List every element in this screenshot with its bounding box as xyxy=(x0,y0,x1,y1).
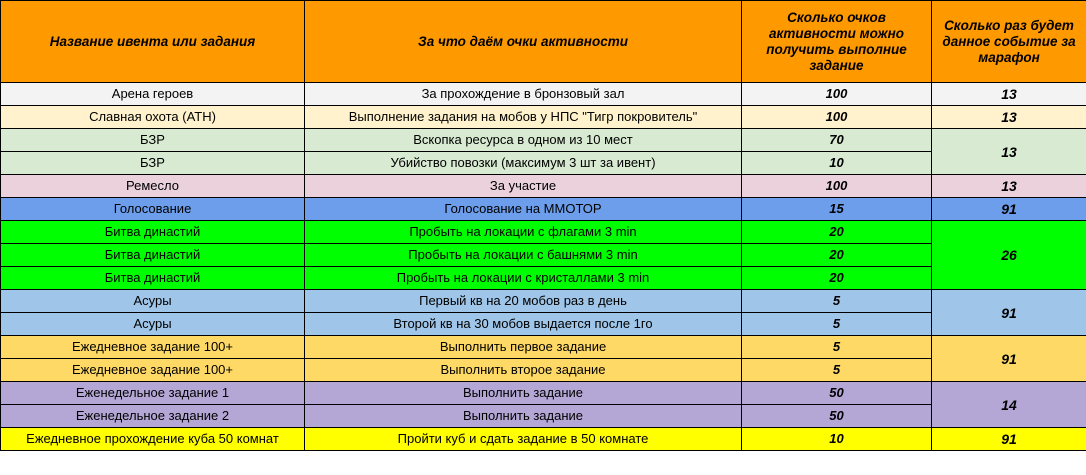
points-cell[interactable]: 10 xyxy=(742,152,932,175)
table-row xyxy=(1,175,1086,198)
event-name-cell[interactable]: Славная охота (АТН) xyxy=(1,106,305,129)
reason-cell[interactable]: Пройти куб и сдать задание в 50 комнате xyxy=(305,428,742,451)
points-cell[interactable]: 100 xyxy=(742,83,932,106)
times-cell[interactable]: 26 xyxy=(932,221,1086,290)
times-cell[interactable]: 91 xyxy=(932,428,1086,451)
times-cell[interactable]: 13 xyxy=(932,83,1086,106)
table-row xyxy=(1,267,1086,290)
reason-cell[interactable]: Голосование на ММОТОР xyxy=(305,198,742,221)
event-name-cell[interactable]: Ежедневное задание 100+ xyxy=(1,359,305,382)
event-name-cell[interactable]: Еженедельное задание 1 xyxy=(1,382,305,405)
points-cell[interactable]: 20 xyxy=(742,267,932,290)
reason-cell[interactable]: Выполнить первое задание xyxy=(305,336,742,359)
reason-cell[interactable]: За участие xyxy=(305,175,742,198)
event-name-cell[interactable]: Битва династий xyxy=(1,221,305,244)
event-name-cell[interactable]: Асуры xyxy=(1,290,305,313)
points-cell[interactable]: 50 xyxy=(742,382,932,405)
reason-cell[interactable]: Выполнить задание xyxy=(305,382,742,405)
reason-cell[interactable]: Второй кв на 30 мобов выдается после 1го xyxy=(305,313,742,336)
reason-cell[interactable]: Вскопка ресурса в одном из 10 мест xyxy=(305,129,742,152)
times-cell[interactable]: 91 xyxy=(932,290,1086,336)
event-name-cell[interactable]: БЗР xyxy=(1,152,305,175)
event-name-cell[interactable]: Арена героев xyxy=(1,83,305,106)
header-reason[interactable]: За что даём очки активности xyxy=(305,1,742,83)
event-name-cell[interactable]: Еженедельное задание 2 xyxy=(1,405,305,428)
reason-cell[interactable]: За прохождение в бронзовый зал xyxy=(305,83,742,106)
table-row xyxy=(1,244,1086,267)
reason-cell[interactable]: Пробыть на локации с флагами 3 min xyxy=(305,221,742,244)
header-points[interactable]: Сколько очков активности можно получить выполние задание xyxy=(742,1,932,83)
points-cell[interactable]: 20 xyxy=(742,221,932,244)
event-name-cell[interactable]: Асуры xyxy=(1,313,305,336)
event-name-cell[interactable]: Битва династий xyxy=(1,244,305,267)
times-cell[interactable]: 13 xyxy=(932,175,1086,198)
table-row xyxy=(1,359,1086,382)
event-name-cell[interactable]: Голосование xyxy=(1,198,305,221)
points-cell[interactable]: 100 xyxy=(742,175,932,198)
points-cell[interactable]: 10 xyxy=(742,428,932,451)
table-row xyxy=(1,129,1086,152)
points-cell[interactable]: 5 xyxy=(742,336,932,359)
points-cell[interactable]: 20 xyxy=(742,244,932,267)
points-cell[interactable]: 100 xyxy=(742,106,932,129)
times-cell[interactable]: 91 xyxy=(932,198,1086,221)
event-name-cell[interactable]: БЗР xyxy=(1,129,305,152)
points-cell[interactable]: 15 xyxy=(742,198,932,221)
event-name-cell[interactable]: Ремесло xyxy=(1,175,305,198)
points-cell[interactable]: 5 xyxy=(742,313,932,336)
table-row xyxy=(1,382,1086,405)
table-row xyxy=(1,313,1086,336)
points-cell[interactable]: 5 xyxy=(742,290,932,313)
times-cell[interactable]: 13 xyxy=(932,129,1086,175)
table-row xyxy=(1,405,1086,428)
table-body xyxy=(1,83,1086,451)
table-row xyxy=(1,152,1086,175)
points-cell[interactable]: 50 xyxy=(742,405,932,428)
header-row xyxy=(1,1,1086,83)
event-name-cell[interactable]: Битва династий xyxy=(1,267,305,290)
reason-cell[interactable]: Первый кв на 20 мобов раз в день xyxy=(305,290,742,313)
times-cell[interactable]: 14 xyxy=(932,382,1086,428)
reason-cell[interactable]: Пробыть на локации с кристаллами 3 min xyxy=(305,267,742,290)
reason-cell[interactable]: Выполнить второе задание xyxy=(305,359,742,382)
table-row xyxy=(1,290,1086,313)
reason-cell[interactable]: Убийство повозки (максимум 3 шт за ивент) xyxy=(305,152,742,175)
reason-cell[interactable]: Пробыть на локации с башнями 3 min xyxy=(305,244,742,267)
table-row xyxy=(1,83,1086,106)
points-cell[interactable]: 70 xyxy=(742,129,932,152)
header-event-name[interactable]: Название ивента или задания xyxy=(1,1,305,83)
table-row xyxy=(1,221,1086,244)
reason-cell[interactable]: Выполнить задание xyxy=(305,405,742,428)
table-row xyxy=(1,428,1086,451)
times-cell[interactable]: 13 xyxy=(932,106,1086,129)
event-name-cell[interactable]: Ежедневное задание 100+ xyxy=(1,336,305,359)
table-row xyxy=(1,106,1086,129)
table-row xyxy=(1,336,1086,359)
reason-cell[interactable]: Выполнение задания на мобов у НПС "Тигр покровитель" xyxy=(305,106,742,129)
points-cell[interactable]: 5 xyxy=(742,359,932,382)
times-cell[interactable]: 91 xyxy=(932,336,1086,382)
header-times[interactable]: Сколько раз будет данное событие за марафон xyxy=(932,1,1086,83)
table-row xyxy=(1,198,1086,221)
event-name-cell[interactable]: Ежедневное прохождение куба 50 комнат xyxy=(1,428,305,451)
